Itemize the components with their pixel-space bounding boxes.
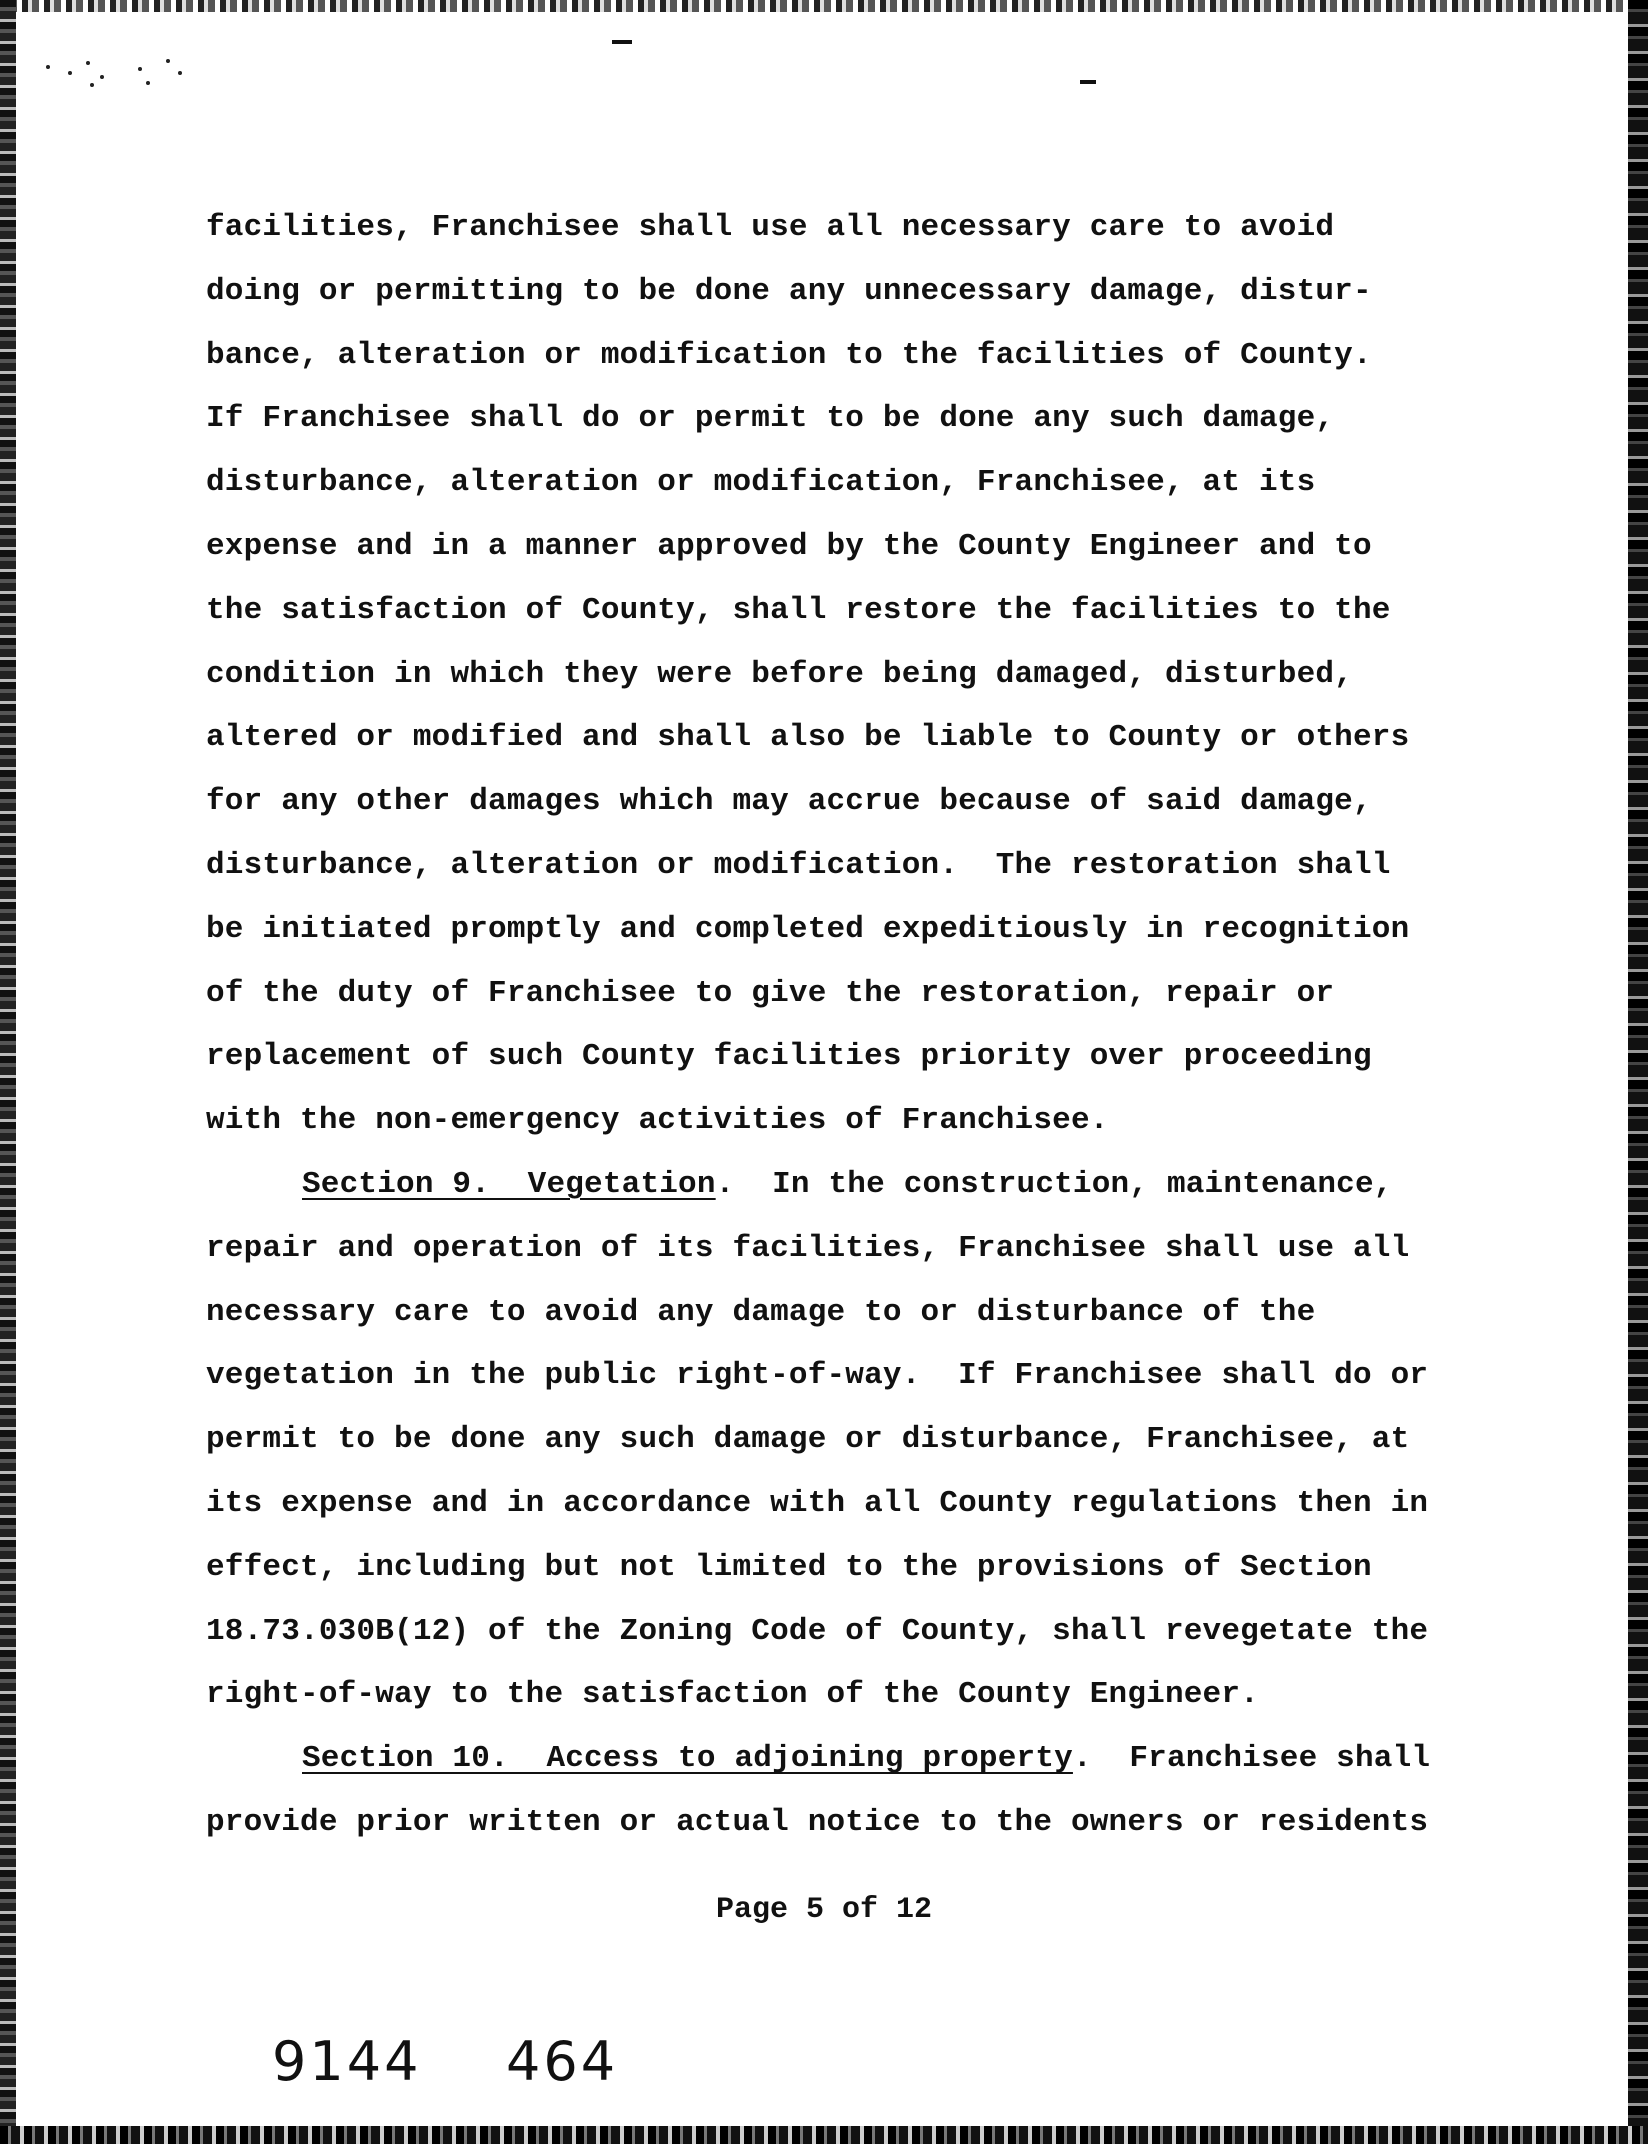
scan-edge-bottom	[0, 2126, 1648, 2144]
section-10-heading: Section 10. Access to adjoining property	[302, 1741, 1073, 1777]
handwritten-number-right: 464	[506, 2030, 619, 2093]
text-line: repair and operation of its facilities, Franchisee shall use all	[206, 1230, 1410, 1266]
section-9-heading: Section 9. Vegetation	[302, 1166, 716, 1202]
text-line: If Franchisee shall do or permit to be done any such damage,	[206, 401, 1335, 437]
text-line: disturbance, alteration or modification, Franchisee, at its	[206, 465, 1316, 501]
text-line: with the non-emergency activities of Franchisee.	[206, 1103, 1109, 1139]
section-9-first-line: Section 9. Vegetation. In the construction, maintenance,	[302, 1166, 1393, 1202]
text-line: necessary care to avoid any damage to or disturbance of the	[206, 1294, 1316, 1330]
text-line: provide prior written or actual notice to the owners or residents	[206, 1804, 1429, 1840]
text-line: its expense and in accordance with all County regulations then in	[206, 1485, 1429, 1521]
scan-edge-left	[0, 0, 16, 2144]
section-9-body	[206, 1217, 1466, 1727]
section-10-first-line: Section 10. Access to adjoining property. Franchisee shall	[302, 1741, 1431, 1777]
text-line: 18.73.030B(12) of the Zoning Code of County, shall revegetate the	[206, 1613, 1429, 1649]
text-line: disturbance, alteration or modification. The restoration shall	[206, 847, 1391, 883]
text-line: condition in which they were before being damaged, disturbed,	[206, 656, 1353, 692]
handwritten-number-left: 9144	[272, 2030, 422, 2093]
section-10-body	[206, 1791, 1466, 1855]
text-line: expense and in a manner approved by the County Engineer and to	[206, 528, 1372, 564]
text-line: of the duty of Franchisee to give the restoration, repair or	[206, 975, 1335, 1011]
scan-edge-right	[1628, 0, 1648, 2144]
scan-mark-right	[1080, 80, 1096, 84]
paragraph-continuation	[206, 196, 1466, 1153]
scan-edge-top	[0, 0, 1648, 12]
page-number: Page 5 of 12	[715, 1893, 933, 1927]
text-line: facilities, Franchisee shall use all necessary care to avoid	[206, 210, 1335, 245]
text-line: for any other damages which may accrue because of said damage,	[206, 784, 1372, 820]
text-line: vegetation in the public right-of-way. If Franchisee shall do or	[206, 1358, 1429, 1394]
text-line: effect, including but not limited to the provisions of Section	[206, 1549, 1372, 1585]
text-line: the satisfaction of County, shall restore the facilities to the	[206, 592, 1391, 628]
text-line: doing or permitting to be done any unnecessary damage, distur-	[206, 273, 1372, 309]
text-line: bance, alteration or modification to the facilities of County.	[206, 337, 1372, 373]
text-line: replacement of such County facilities priority over proceeding	[206, 1039, 1372, 1075]
text-line: be initiated promptly and completed expeditiously in recognition	[206, 911, 1410, 947]
scan-specks	[40, 55, 240, 115]
text-line: right-of-way to the satisfaction of the County Engineer.	[206, 1677, 1259, 1713]
document-body	[206, 196, 1466, 1855]
text-line: permit to be done any such damage or disturbance, Franchisee, at	[206, 1422, 1410, 1458]
text-line: altered or modified and shall also be liable to County or others	[206, 720, 1410, 756]
scan-mark-top	[612, 40, 632, 44]
